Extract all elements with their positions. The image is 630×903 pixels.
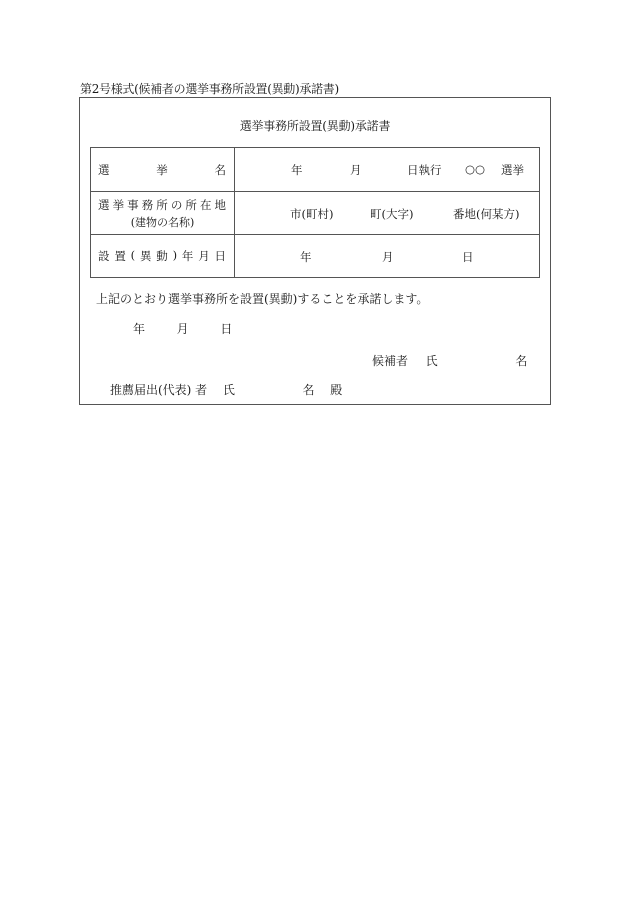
candidate-signature-line: 候補者 氏 名	[372, 354, 528, 368]
value-office-location: 市(町村) 町(大字) 番地(何某方)	[235, 192, 540, 235]
form-number: 第2号様式(候補者の選挙事務所設置(異動)承諾書)	[80, 82, 339, 96]
date-line: 年 月 日	[133, 322, 233, 336]
document-title: 選挙事務所設置(異動)承諾書	[239, 119, 391, 133]
form-table	[90, 147, 540, 278]
recommender-line: 推薦届出(代表) 者 氏 名 殿	[110, 383, 343, 397]
value-setup-date: 年 月 日	[235, 235, 540, 278]
table-row	[91, 235, 540, 278]
value-election-name: 年 月 日執行 ○○ 選挙	[235, 148, 540, 192]
label-setup-date: 設 置 ( 異 動 ) 年 月 日	[91, 235, 235, 278]
table-row	[91, 192, 540, 235]
table-row	[91, 148, 540, 192]
label-election-name: 選 挙 名	[91, 148, 235, 192]
consent-statement: 上記のとおり選挙事務所を設置(異動)することを承諾します。	[96, 292, 429, 306]
label-office-location: 選 挙 事 務 所 の 所 在 地 (建物の名称)	[91, 192, 235, 235]
building-name-note: (建物の名称)	[130, 215, 195, 229]
